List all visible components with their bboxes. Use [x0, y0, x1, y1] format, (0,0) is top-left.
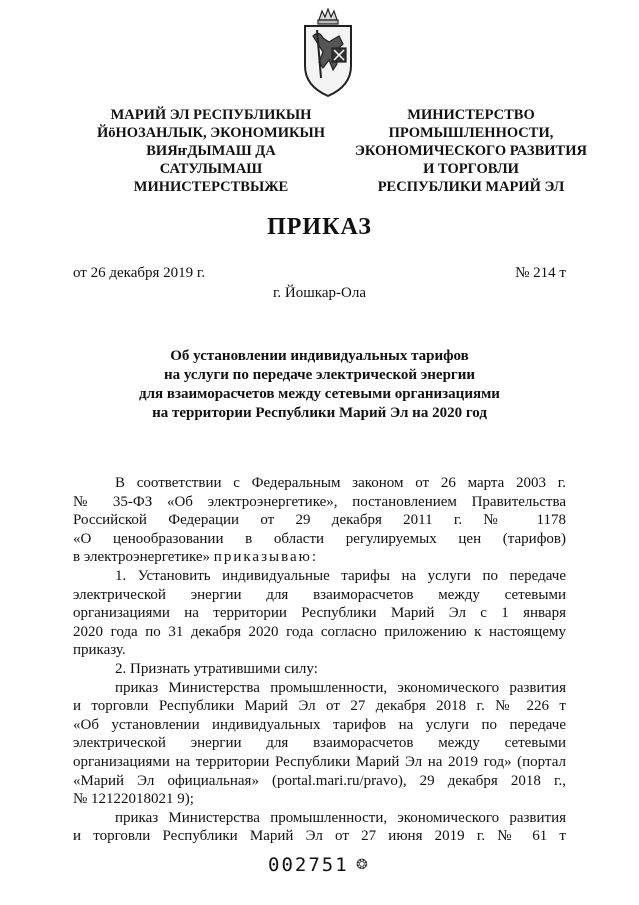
body-line: «О ценообразовании в области регулируемых цен (тарифов)	[73, 530, 566, 547]
ministry-name-russian	[340, 106, 602, 196]
header-right-line: И ТОРГОВЛИ	[423, 161, 519, 177]
subject-line: на услуги по передаче электрической энергии	[163, 367, 476, 383]
body-text: в электроэнергетике»	[73, 549, 211, 566]
document-number: № 214 т	[515, 265, 566, 281]
order-word: приказываю:	[213, 549, 318, 566]
subject-line: на территории Республики Марий Эл на 2020 год	[152, 405, 487, 421]
body-line: организациями на территории Республики Марий Эл на 2019 год» (портал	[73, 753, 566, 770]
form-serial-number: 002751	[268, 854, 349, 876]
header-right-line: ЭКОНОМИЧЕСКОГО РАЗВИТИЯ	[355, 143, 587, 159]
body-line: «Марий Эл официальная» (portal.mari.ru/pravo), 29 декабря 2018 г.,	[73, 772, 566, 789]
body-line: 2. Признать утратившими силу:	[115, 660, 318, 677]
body-line	[73, 548, 566, 567]
body-line: приказу.	[73, 642, 126, 659]
body-line: В соответствии с Федеральным законом от 26 марта 2003 г.	[115, 475, 566, 491]
document-body	[73, 474, 566, 846]
body-line: 2020 года по 31 декабря 2020 года согласно приложению к настоящему	[73, 623, 566, 640]
header-left-line: МИНИСТЕРСТВЫЖЕ	[133, 179, 289, 195]
header-left-line: ЙӧНОЗАНЛЫК, ЭКОНОМИКЫН	[96, 125, 326, 141]
header-left-line: САТУЛЫМАШ	[159, 161, 263, 177]
subject-line: Об установлении индивидуальных тарифов	[170, 348, 469, 364]
body-line: приказ Министерства промышленности, экономического развития	[115, 679, 566, 696]
document-city: г. Йошкар-Ола	[272, 285, 367, 301]
body-line: и торговли Республики Марий Эл от 27 декабря 2018 г. № 226 т	[73, 698, 566, 715]
header-right-line: МИНИСТЕРСТВО	[407, 107, 535, 123]
subject-line: для взаиморасчетов между сетевыми организациями	[139, 386, 500, 402]
body-line: организациями на территории Республики Марий Эл с 1 января	[73, 605, 566, 622]
seal-mark-icon: ❂	[356, 858, 368, 873]
body-line: 1. Установить индивидуальные тарифы на услуги по передаче	[115, 567, 566, 584]
body-line: приказ Министерства промышленности, экономического развития	[115, 809, 566, 826]
header-right-line: РЕСПУБЛИКИ МАРИЙ ЭЛ	[377, 179, 565, 195]
document-title: ПРИКАЗ	[267, 214, 372, 240]
ministry-name-mari	[80, 106, 342, 196]
body-line: электрической энергии для взаиморасчетов между сетевыми	[73, 735, 566, 752]
header-left-line: ВИЯҥДЫМАШ ДА	[146, 143, 276, 159]
body-line: и торговли Республики Марий Эл от 27 июня 2019 г. № 61 т	[73, 828, 566, 845]
body-line: Российской Федерации от 29 декабря 2011 г. № 1178	[73, 512, 566, 529]
body-line: № 12122018021 9);	[73, 791, 194, 808]
document-subject	[73, 347, 566, 423]
body-line: № 35-ФЗ «Об электроэнергетике», постановлением Правительства	[73, 493, 566, 510]
coat-of-arms-emblem	[299, 8, 357, 100]
header-left-line: МАРИЙ ЭЛ РЕСПУБЛИКЫН	[110, 107, 312, 123]
header-right-line: ПРОМЫШЛЕННОСТИ,	[388, 125, 554, 141]
document-date: от 26 декабря 2019 г.	[73, 265, 206, 281]
body-line: электрической энергии для взаиморасчетов между сетевыми	[73, 586, 566, 603]
body-line: «Об установлении индивидуальных тарифов на услуги по передаче	[73, 716, 566, 733]
